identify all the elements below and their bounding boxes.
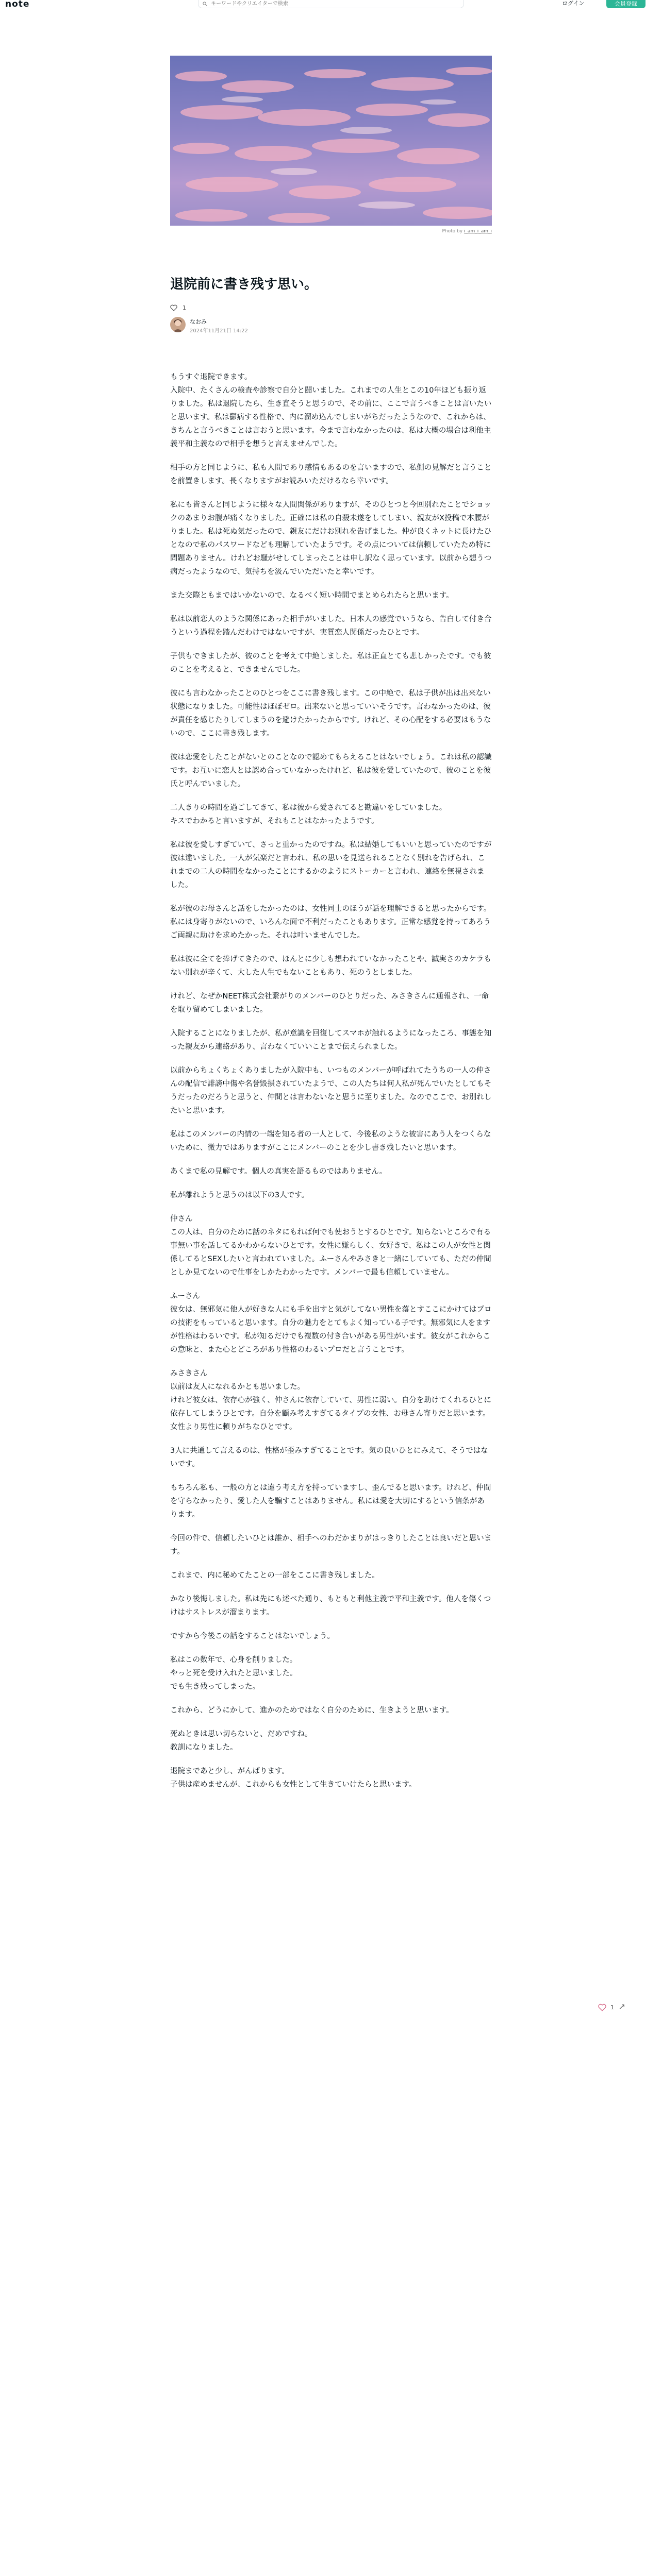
body-paragraph: 彼は恋愛をしたことがないとのことなので認めてもらえることはないでしょう。これは私の認識です。お互いに恋人とは認め合っていなかったけれど、私は彼を愛していたので、彼のことを彼氏と呼んでいました。 xyxy=(170,753,492,788)
body-paragraph: 以前からちょくちょくありましたが入院中も、いつものメンバーが呼ばれてたうちの一人の仲さんの配信で誹謗中傷や名誉毀損されていたようで、この人たちは何人私が死んでいたとしてもそうだったのだろうと思うと、仲間とは言わないなと思うに至りました。なのでここで、お別れしたいと思います。 xyxy=(170,1066,492,1115)
body-paragraph: 私は彼に全てを捧げてきたので、ほんとに少しも想われていなかったことや、誠実さのカケラもない別れが辛くて、大した人生でもないこともあり、死のうとしました。 xyxy=(170,955,491,977)
like-row-top xyxy=(170,302,186,313)
author-name[interactable]: なおみ xyxy=(190,318,207,325)
search-input[interactable] xyxy=(211,1,453,7)
body-paragraph: 私が離れようと思うのは以下の3人です。 xyxy=(170,1191,309,1199)
photo-credit-user[interactable]: i_am_i_am_i xyxy=(464,229,492,234)
site-header xyxy=(0,0,662,8)
body-paragraph: もちろん私も、一般の方とは違う考え方を持っていますし、歪んでると思います。けれど、仲間を守らなかったり、愛した人を騙すことはありません。私には愛を大切にするという信条があります。 xyxy=(170,1484,491,1519)
body-paragraph: ですから今後この話をすることはないでしょう。 xyxy=(170,1632,335,1640)
body-paragraph: かなり後悔しました。私は先にも述べた通り、もともと利他主義で平和主義です。他人を傷くつけはサストレスが溜まります。 xyxy=(170,1595,491,1617)
body-paragraph: 私にも皆さんと同じように様々な人間関係がありますが、そのひとつと今回別れたことでショックのあまりお腹が痛くなりました。正確には私の自殺未遂をしてしまい、親友がX投稿で本腰がりました。私は死ぬ気だったので、親友にだけお別れを告げました。仲が良くネットに長けたひとなので私のパスワードなども理解していたようです。その点については信頼していたため特に問題ありません。けれどお騒がせしてしまったことは申し訳なく思っています。以前から想うつ病だったようなので、気持ちを汲んでいただいたと幸いです。 xyxy=(170,501,492,576)
article-body xyxy=(170,370,492,1802)
body-paragraph: 私が彼のお母さんと話をしたかったのは、女性同士のほうが話を理解できると思ったからです。私には身寄りがないので、いろんな面で不利だったこともあります。正常な感覚を持ってあろうご両親に助けを求めたかった。それは叶いませんでした。 xyxy=(170,905,491,940)
body-paragraph: 仲さん この人は、自分のために話のネタにもれば何でも使おうとするひとです。知らないところで有る事無い事を話してるかわからないひとです。女性に嫌らしく、女好きで、私はこの人が女性と関係してるとSEXしたいと言われていました。ふーさんやみさきと一緒にしていても、ただの仲間としか見てないので仕事をしかたわかったです。メンバーで最も信頼していません。 xyxy=(170,1215,491,1277)
article-title: 退院前に書き残す思い。 xyxy=(170,277,318,292)
photo-credit xyxy=(170,229,492,234)
body-paragraph: 相手の方と同じように、私も人間であり感情もあるのを言いますので、私側の見解だと言うことを前置きします。長くなりますがお読みいただけるなら幸いです。 xyxy=(170,464,492,485)
body-paragraph: 私はこの数年で、心身を削りました。 やっと死を受け入れたと思いました。 でも生き残ってしまった。 xyxy=(170,1656,297,1691)
body-paragraph: 二人きりの時間を過ごしてきて、私は彼から愛されてると勘違いをしていました。 キスでわかると言いますが、それもことはなかったようです。 xyxy=(170,804,447,825)
body-paragraph: 今回の件で、信頼したいひとは誰か、相手へのわだかまりがはっきりしたことは良いだと思います。 xyxy=(170,1534,492,1556)
share-icon[interactable] xyxy=(618,2003,626,2011)
body-paragraph: 彼にも言わなかったことのひとつをここに書き残します。この中絶で、私は子供が出は出来ない状態になりました。可能性はほぼゼロ。出来ないと思っていいそうです。言わなかったのは、彼が責任を感じたりしてしまうのを避けたかったからです。けれど、その心配をする必要はもうないので、ここに書き残します。 xyxy=(170,689,491,738)
body-paragraph: 私は彼を愛しすぎていて、さっと重かったのですね。私は結婚してもいいと思っていたのですが彼は違いました。一人が気楽だと言われ、私の思いを見送られることなく別れを告げられ、これまでの二人の時間をなかったことにするかのようにストーカーと言われ、連絡を無視されました。 xyxy=(170,841,492,889)
like-count-top: 1 xyxy=(183,304,186,311)
body-paragraph: みさきさん 以前は友人になれるかとも思いました。 けれど彼女は、依存心が強く、仲さんに依存していて、男性に弱い。自分を助けてくれるひとに依存してしまうひとです。自分を顧み考えすぎてるタイプの女性、お母さん寄りだと思います。女性より男性に頼りがちなひとです。 xyxy=(170,1369,491,1431)
photo-credit-prefix: Photo by xyxy=(442,229,463,234)
body-paragraph: 私はこのメンバーの内情の一端を知る者の一人として、今後私のような被害にあう人をつくらないために、微力ではありますがここにメンバーのことを少し書き残したいと思います。 xyxy=(170,1130,491,1152)
heart-icon[interactable] xyxy=(170,304,177,311)
cover-image xyxy=(170,56,492,226)
search-icon xyxy=(203,2,207,6)
floating-like-count: 1 xyxy=(610,2004,614,2011)
search-box[interactable] xyxy=(198,0,464,8)
body-paragraph: もうすぐ退院できます。 入院中、たくさんの検査や診察で自分と闘いました。これまでの人生とこの10年ほども振り返りました。私は退院したら、生き直そうと思うので、その前に、ここで言うべきことは言いたいと思います。私は鬱病する性格で、内に溜め込んでしまいがちだったようなので、これからは、きちんと言うべきことは言おうと思います。今まで言わなかったのは、私は大概の場合は利他主義平和主義なので相手を想うと言えませんでした。 xyxy=(170,373,492,448)
login-link[interactable]: ログイン xyxy=(562,0,585,7)
author-avatar[interactable] xyxy=(170,317,186,332)
post-date: 2024年11月21日 14:22 xyxy=(190,328,248,334)
body-paragraph: これから、どうにかして、進かのためではなく自分のために、生きようと思います。 xyxy=(170,1706,454,1715)
note-logo[interactable]: note xyxy=(5,0,30,9)
body-paragraph: 子供もできましたが、彼のことを考えて中絶しました。私は正直とても悲しかったです。でも彼のことを考えると、できませんでした。 xyxy=(170,652,491,674)
body-paragraph: また交際ともまではいかないので、なるべく短い時間でまとめられたらと思います。 xyxy=(170,591,454,600)
body-paragraph: ふーさん 彼女は、無邪気に他人が好きな人にも手を出すと気がしてない男性を落とすここにかけてはプロの技術をもっていると思います。自分の魅力をとてもよく知っている子です。無邪気に人をますが性格はわるいです。私が知るだけでも複数の付き合いがある男性がいます。彼女がこれからこの意味と、また心とどころがあり性格のわるいプロだと言うことです。 xyxy=(170,1292,492,1354)
body-paragraph: 退院まであと少し、がんばります。 子供は産めませんが、これからも女性として生きていけたらと思います。 xyxy=(170,1767,417,1789)
floating-like xyxy=(598,2003,626,2011)
heart-icon[interactable] xyxy=(598,2004,606,2011)
body-paragraph: 3人に共通して言えるのは、性格が歪みすぎてることです。気の良いひとにみえて、そうではないです。 xyxy=(170,1447,488,1468)
body-paragraph: けれど、なぜかNEET株式会社繋がりのメンバーのひとりだった、みさきさんに通報され、一命を取り留めてしまいました。 xyxy=(170,992,489,1014)
body-paragraph: 入院することになりましたが、私が意識を回復してスマホが触れるようになったころ、事態を知った親友から連絡があり、言わなくていいことまで伝えられました。 xyxy=(170,1029,492,1051)
body-paragraph: あくまで私の見解です。個人の真実を語るものではありません。 xyxy=(170,1167,387,1176)
signup-button[interactable]: 会員登録 xyxy=(606,0,646,8)
body-paragraph: これまで、内に秘めてたことの一部をここに書き残しました。 xyxy=(170,1571,379,1580)
body-paragraph: 私は以前恋人のような関係にあった相手がいました。日本人の感覚でいうなら、告白して付き合うという過程を踏んだわけではないですが、実質恋人関係だったひとです。 xyxy=(170,615,492,637)
body-paragraph: 死ぬときは思い切らないと、だめですね。 教訓になりました。 xyxy=(170,1730,312,1752)
